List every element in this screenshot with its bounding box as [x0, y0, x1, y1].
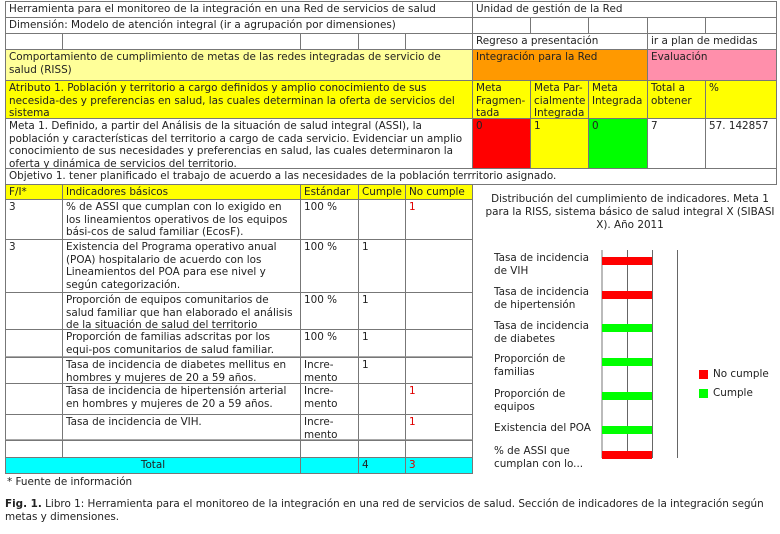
chart-gridline — [677, 250, 678, 458]
row-meets: 1 — [358, 329, 406, 358]
row-not-meets — [405, 292, 473, 330]
row-indicator: % de ASSI que cumplan con lo exigido en los lineamientos operativos de los equipos bási-cos de salud familiar (EcosF). — [62, 199, 301, 240]
row-fi: 3 — [5, 239, 63, 293]
empty-cell — [705, 17, 777, 34]
empty-cell — [588, 17, 648, 34]
row-fi: 3 — [5, 199, 63, 240]
legend-label: Cumple — [713, 387, 753, 399]
dimension-link[interactable]: Dimensión: Modelo de atención integral (ir a agrupación por dimensiones) — [5, 17, 473, 34]
row-not-meets — [405, 440, 473, 458]
meta-text: Meta 1. Definido, a partir del Análisis de la situación de salud integral (ASSI), la población y características del territorio a cargo de cada servicio. Evidenciar un amplio conocimiento de sus necesidades y preferencias en salud, las cuales determinaron la oferta y dinámica de servicios del territorio. — [5, 118, 473, 169]
behavior-heading: Comportamiento de cumplimiento de metas de las redes integradas de servicio de salud (RISS) — [5, 49, 473, 81]
row-meets: 1 — [358, 292, 406, 330]
chart-bar-cumple — [602, 358, 652, 366]
chart-bar-cumple — [602, 392, 652, 400]
chart-category-label: Existencia del POA — [494, 422, 591, 434]
figure-caption — [5, 498, 775, 524]
row-standard: 100 % — [300, 199, 359, 240]
header-fi: F/I* — [5, 184, 63, 200]
caption-label: Fig. 1. — [5, 498, 42, 510]
legend-swatch — [699, 389, 708, 398]
chart-category-label: Tasa de incidencia de hipertensión — [494, 286, 589, 311]
total-standard — [300, 457, 359, 474]
row-not-meets — [405, 329, 473, 358]
row-meets — [358, 383, 406, 415]
row-standard — [300, 440, 359, 458]
chart-category-label: Tasa de incidencia de diabetes — [494, 320, 589, 345]
chart-bar-cumple — [602, 426, 652, 434]
row-fi — [5, 440, 63, 458]
empty-cell — [530, 17, 589, 34]
meta-total-value: 7 — [647, 118, 706, 169]
row-not-meets: 1 — [405, 414, 473, 441]
chart-bar-cumple — [602, 324, 652, 332]
header-indicators: Indicadores básicos — [62, 184, 301, 200]
empty-cell — [647, 17, 706, 34]
col-integrated: Meta Integrada — [588, 80, 648, 119]
empty-cell — [472, 17, 531, 34]
chart-category-label: Proporción de equipos — [494, 388, 566, 413]
empty-cell — [405, 33, 473, 50]
chart-category-label: Tasa de incidencia de VIH — [494, 252, 589, 277]
col-partial: Meta Par-cialmente Integrada — [530, 80, 589, 119]
header-not-meets: No cumple — [405, 184, 473, 200]
row-standard: Incre-mento — [300, 414, 359, 441]
back-to-presentation-link[interactable]: Regreso a presentación — [472, 33, 648, 50]
empty-cell — [5, 33, 63, 50]
row-meets — [358, 440, 406, 458]
row-not-meets — [405, 239, 473, 293]
col-percent: % — [705, 80, 777, 119]
chart-bar-no-cumple — [602, 257, 652, 265]
row-standard: 100 % — [300, 292, 359, 330]
objective-text: Objetivo 1. tener planificado el trabajo de acuerdo a las necesidades de la población terrritorio asignado. — [5, 168, 777, 185]
row-indicator: Existencia del Programa operativo anual (POA) hospitalario de acuerdo con los Lineamientos del POA para ese nivel y según categorización. — [62, 239, 301, 293]
row-indicator: Proporción de equipos comunitarios de salud familiar que han elaborado el análisis de la situación de salud del territorio — [62, 292, 301, 330]
row-meets — [358, 199, 406, 240]
row-indicator — [62, 440, 301, 458]
meta-integrated-value: 0 — [588, 118, 648, 169]
total-label: Total — [5, 457, 301, 474]
row-not-meets — [405, 357, 473, 384]
tool-title: Herramienta para el monitoreo de la integración en una Red de servicios de salud — [5, 1, 473, 18]
empty-cell — [358, 33, 406, 50]
evaluation-heading: Evaluación — [647, 49, 777, 81]
row-meets: 1 — [358, 357, 406, 384]
chart-category-label: Proporción de familias — [494, 353, 566, 378]
row-fi — [5, 292, 63, 330]
chart-category-label: % de ASSI que cumplan con lo... — [494, 445, 584, 470]
measures-plan-link[interactable]: ir a plan de medidas — [647, 33, 777, 50]
row-fi — [5, 414, 63, 441]
header-meets: Cumple — [358, 184, 406, 200]
empty-cell — [62, 33, 301, 50]
footnote: * Fuente de información — [7, 476, 133, 488]
integration-heading: Integración para la Red — [472, 49, 648, 81]
caption-text: Libro 1: Herramienta para el monitoreo de la integración en una red de servicios de salud. Sección de indicadores de la integración según metas y dimensiones. — [5, 498, 764, 523]
total-meets: 4 — [358, 457, 406, 474]
row-standard: 100 % — [300, 239, 359, 293]
legend-label: No cumple — [713, 368, 769, 380]
chart-title: Distribución del cumplimiento de indicadores. Meta 1 para la RISS, sistema básico de salud integral X (SIBASI X). Año 2011 — [485, 193, 775, 231]
row-fi — [5, 357, 63, 384]
row-fi — [5, 329, 63, 358]
row-not-meets: 1 — [405, 199, 473, 240]
row-standard: Incre-mento — [300, 357, 359, 384]
unit-label: Unidad de gestión de la Red — [472, 1, 777, 18]
row-meets — [358, 414, 406, 441]
empty-cell — [300, 33, 359, 50]
total-not-meets: 3 — [405, 457, 473, 474]
legend-swatch — [699, 370, 708, 379]
attribute-text: Atributo 1. Población y territorio a cargo definidos y amplio conocimiento de sus necesida-des y preferencias en salud, las cuales determinan la oferta de servicios del sistema — [5, 80, 473, 119]
chart-bar-no-cumple — [602, 451, 652, 459]
meta-fragmented-value: 0 — [472, 118, 531, 169]
row-indicator: Tasa de incidencia de hipertensión arterial en hombres y mujeres de 20 a 59 años. — [62, 383, 301, 415]
row-standard: Incre-mento — [300, 383, 359, 415]
row-meets: 1 — [358, 239, 406, 293]
col-total: Total a obtener — [647, 80, 706, 119]
row-fi — [5, 383, 63, 415]
chart-bar-no-cumple — [602, 291, 652, 299]
row-standard: 100 % — [300, 329, 359, 358]
meta-percent-value: 57. 142857 — [705, 118, 777, 169]
row-indicator: Proporción de familias adscritas por los equi-pos comunitarios de salud familiar. — [62, 329, 301, 358]
row-indicator: Tasa de incidencia de VIH. — [62, 414, 301, 441]
chart-gridline — [652, 250, 653, 458]
meta-partial-value: 1 — [530, 118, 589, 169]
col-fragmented: Meta Fragmen-tada — [472, 80, 531, 119]
row-not-meets: 1 — [405, 383, 473, 415]
row-indicator: Tasa de incidencia de diabetes mellitus en hombres y mujeres de 20 a 59 años. — [62, 357, 301, 384]
header-standard: Estándar — [300, 184, 359, 200]
